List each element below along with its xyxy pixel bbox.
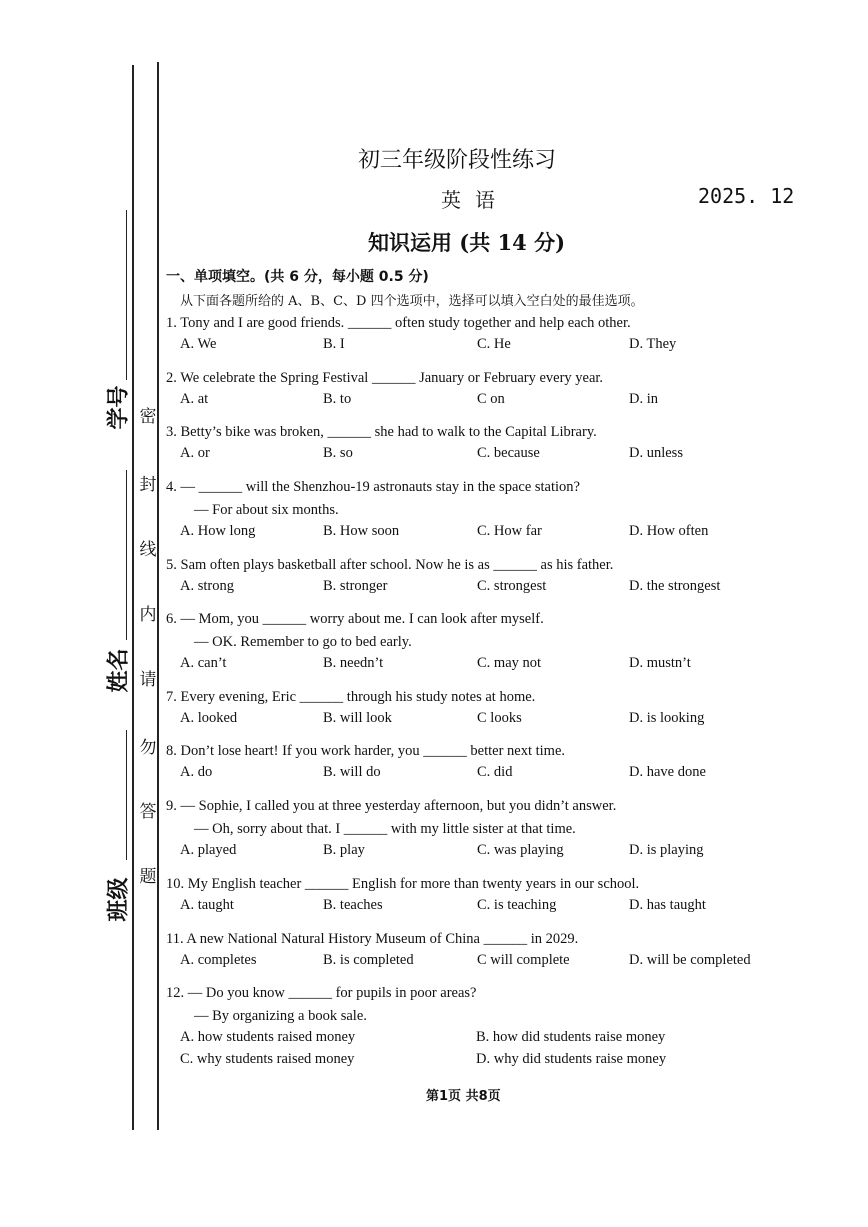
option-d: D. why did students raise money — [476, 1051, 667, 1067]
question-stem: 2. We celebrate the Spring Festival ______ January or February every year. — [166, 370, 604, 386]
option-b: B. needn’t — [323, 655, 384, 671]
option-b: B. is completed — [323, 952, 414, 968]
option-c: C on — [477, 391, 505, 407]
option-a: A. played — [180, 842, 237, 858]
exam-title: 初三年级阶段性练习 — [358, 148, 557, 173]
question-stem: 11. A new National Natural History Museum of China ______ in 2029. — [166, 931, 579, 947]
question-reply: — OK. Remember to go to bed early. — [194, 634, 412, 650]
option-d: D. mustn’t — [629, 655, 691, 671]
name-label: 姓名 — [106, 648, 132, 693]
option-d: D. How often — [629, 523, 709, 539]
option-d: D. will be completed — [629, 952, 751, 968]
question-reply: — Oh, sorry about that. I ______ with my little sister at that time. — [194, 821, 576, 837]
option-d: D. is playing — [629, 842, 704, 858]
option-b: B. to — [323, 391, 352, 407]
option-a: A. looked — [180, 710, 238, 726]
question-stem: 6. — Mom, you ______ worry about me. I can look after myself. — [166, 611, 544, 627]
question-stem: 10. My English teacher ______ English for more than twenty years in our school. — [166, 876, 640, 892]
option-a: A. taught — [180, 897, 234, 913]
option-a: A. how students raised money — [180, 1029, 356, 1045]
option-d: D. is looking — [629, 710, 705, 726]
option-a: A. do — [180, 764, 213, 780]
option-a: A. can’t — [180, 655, 227, 671]
seal-char-5: 请 — [139, 670, 157, 690]
seal-char-6: 勿 — [139, 738, 157, 758]
option-b: B. stronger — [323, 578, 388, 594]
section-title: 知识运用 (共 14 分) — [368, 230, 566, 255]
class-label: 班级 — [106, 877, 132, 922]
question-reply: — By organizing a book sale. — [194, 1008, 367, 1024]
option-c: C. was playing — [477, 842, 564, 858]
option-d: D. have done — [629, 764, 706, 780]
exam-subject: 英语 — [441, 188, 509, 212]
option-d: D. has taught — [629, 897, 706, 913]
question-stem: 4. — ______ will the Shenzhou-19 astronauts stay in the space station? — [166, 479, 580, 495]
option-b: B. teaches — [323, 897, 383, 913]
class-fill-line — [126, 730, 127, 860]
option-c: C. did — [477, 764, 513, 780]
option-c: C. is teaching — [477, 897, 557, 913]
option-b: B. will look — [323, 710, 392, 726]
option-c: C. He — [477, 336, 511, 352]
option-d: D. in — [629, 391, 658, 407]
seal-char-7: 答 — [139, 802, 157, 822]
question-stem: 7. Every evening, Eric ______ through his study notes at home. — [166, 689, 536, 705]
question-stem: 3. Betty’s bike was broken, ______ she had to walk to the Capital Library. — [166, 424, 597, 440]
option-a: A. completes — [180, 952, 257, 968]
instruction-text: 从下面各题所给的 A、B、C、D 四个选项中，选择可以填入空白处的最佳选项。 — [180, 294, 644, 309]
name-fill-line — [126, 470, 127, 640]
seal-char-3: 线 — [139, 540, 157, 560]
seal-char-4: 内 — [139, 605, 157, 625]
student-no-label: 学号 — [106, 385, 132, 430]
question-stem: 8. Don’t lose heart! If you work harder, you ______ better next time. — [166, 743, 566, 759]
binding-line-inner — [157, 62, 159, 1130]
option-c: C will complete — [477, 952, 570, 968]
page-footer: 第1页 共8页 — [426, 1089, 501, 1104]
option-b: B. How soon — [323, 523, 400, 539]
question-reply: — For about six months. — [194, 502, 339, 518]
option-b: B. play — [323, 842, 365, 858]
seal-char-8: 题 — [139, 867, 157, 887]
option-c: C. strongest — [477, 578, 547, 594]
option-a: A. How long — [180, 523, 256, 539]
seal-char-2: 封 — [139, 475, 157, 495]
option-a: A. at — [180, 391, 209, 407]
option-c: C looks — [477, 710, 522, 726]
option-c: C. How far — [477, 523, 542, 539]
question-stem: 9. — Sophie, I called you at three yesterday afternoon, but you didn’t answer. — [166, 798, 617, 814]
option-b: B. I — [323, 336, 345, 352]
option-d: D. the strongest — [629, 578, 721, 594]
option-a: A. strong — [180, 578, 234, 594]
option-a: A. or — [180, 445, 210, 461]
option-c: C. why students raised money — [180, 1051, 355, 1067]
option-d: D. unless — [629, 445, 683, 461]
seal-char-1: 密 — [139, 407, 157, 427]
question-stem: 5. Sam often plays basketball after school. Now he is as ______ as his father. — [166, 557, 614, 573]
part-heading: 一、单项填空。(共 6 分，每小题 0.5 分) — [166, 269, 429, 285]
option-c: C. may not — [477, 655, 542, 671]
option-b: B. so — [323, 445, 353, 461]
option-c: C. because — [477, 445, 540, 461]
option-b: B. how did students raise money — [476, 1029, 666, 1045]
question-stem: 12. — Do you know ______ for pupils in poor areas? — [166, 985, 477, 1001]
option-d: D. They — [629, 336, 677, 352]
binding-line-outer — [132, 65, 134, 1130]
question-stem: 1. Tony and I are good friends. ______ often study together and help each other. — [166, 315, 631, 331]
option-a: A. We — [180, 336, 217, 352]
option-b: B. will do — [323, 764, 381, 780]
student-no-fill-line — [126, 210, 127, 380]
exam-date: 2025. 12 — [698, 184, 795, 208]
